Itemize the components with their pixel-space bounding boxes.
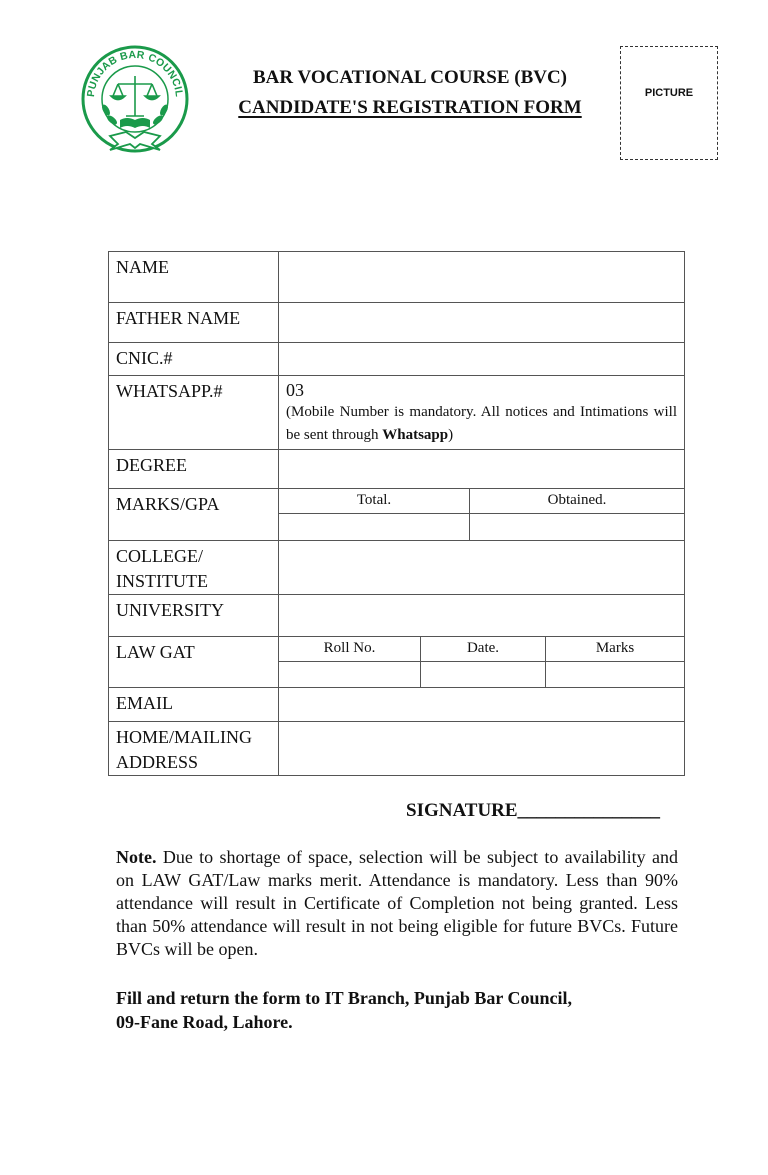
college-label-line1: COLLEGE/ xyxy=(116,546,203,566)
row-email xyxy=(109,688,685,722)
return-instruction xyxy=(116,986,678,1034)
picture-box[interactable] xyxy=(620,46,718,160)
punjab-bar-council-logo xyxy=(80,44,190,154)
row-degree xyxy=(109,450,685,489)
whatsapp-note xyxy=(279,401,684,449)
marks-cell xyxy=(279,489,685,541)
marks-total-header: Total. xyxy=(279,489,470,513)
row-college xyxy=(109,541,685,595)
gat-date-field[interactable] xyxy=(421,661,546,687)
father-name-field[interactable] xyxy=(279,303,685,343)
whatsapp-note-text: (Mobile Number is mandatory. All notices and Intimations will be sent through xyxy=(286,404,677,443)
gat-roll-field[interactable] xyxy=(279,661,421,687)
name-field[interactable] xyxy=(279,252,685,303)
marks-obtained-field[interactable] xyxy=(470,513,685,540)
college-field[interactable] xyxy=(279,541,685,595)
form-title xyxy=(200,63,620,123)
row-university xyxy=(109,595,685,637)
name-label: NAME xyxy=(109,252,279,303)
address-label xyxy=(109,722,279,776)
email-label: EMAIL xyxy=(109,688,279,722)
note-label: Note. xyxy=(116,847,157,867)
degree-field[interactable] xyxy=(279,450,685,489)
whatsapp-prefix-value: 03 xyxy=(286,380,304,400)
marks-obtained-header: Obtained. xyxy=(470,489,685,513)
gat-date-header: Date. xyxy=(421,637,546,661)
father-name-label: FATHER NAME xyxy=(109,303,279,343)
whatsapp-label: WHATSAPP.# xyxy=(109,376,279,450)
cnic-field[interactable] xyxy=(279,343,685,376)
email-field[interactable] xyxy=(279,688,685,722)
address-field[interactable] xyxy=(279,722,685,776)
cnic-label: CNIC.# xyxy=(109,343,279,376)
college-label xyxy=(109,541,279,595)
whatsapp-note-end: ) xyxy=(448,427,454,443)
return-line2: 09-Fane Road, Lahore. xyxy=(116,1012,293,1032)
row-address xyxy=(109,722,685,776)
note-text: Due to shortage of space, selection will be subject to availability and on LAW GAT/Law marks merit. Attendance is mandatory. Less than 90% attendance will result in Certificate of Completion not being granted. Less than 50% attendance will result in not being eligible for future BVCs. Future BVCs will be open. xyxy=(116,847,678,959)
gat-marks-header: Marks xyxy=(546,637,685,661)
registration-table xyxy=(108,251,685,776)
row-whatsapp xyxy=(109,376,685,450)
picture-label: PICTURE xyxy=(644,87,694,99)
college-label-line2: INSTITUTE xyxy=(116,571,208,591)
note-paragraph xyxy=(116,846,678,961)
law-gat-label: LAW GAT xyxy=(109,637,279,688)
return-line1: Fill and return the form to IT Branch, Punjab Bar Council, xyxy=(116,988,573,1008)
degree-label: DEGREE xyxy=(109,450,279,489)
marks-label: MARKS/GPA xyxy=(109,489,279,541)
row-father-name xyxy=(109,303,685,343)
row-cnic xyxy=(109,343,685,376)
row-name xyxy=(109,252,685,303)
university-label: UNIVERSITY xyxy=(109,595,279,637)
whatsapp-note-bold: Whatsapp xyxy=(382,427,449,443)
marks-total-field[interactable] xyxy=(279,513,470,540)
signature-line[interactable]: SIGNATURE_______________ xyxy=(406,800,661,821)
row-law-gat xyxy=(109,637,685,688)
row-marks xyxy=(109,489,685,541)
title-line-course: BAR VOCATIONAL COURSE (BVC) xyxy=(252,67,568,88)
marks-subtable xyxy=(279,489,684,540)
university-field[interactable] xyxy=(279,595,685,637)
gat-roll-header: Roll No. xyxy=(279,637,421,661)
logo-text: PUNJAB BAR COUNCIL xyxy=(84,48,186,98)
law-gat-subtable xyxy=(279,637,684,687)
address-label-line2: ADDRESS xyxy=(116,752,199,772)
title-line-registration: CANDIDATE'S REGISTRATION FORM xyxy=(238,97,582,118)
whatsapp-field[interactable] xyxy=(279,376,685,450)
address-label-line1: HOME/MAILING xyxy=(116,727,252,747)
law-gat-cell xyxy=(279,637,685,688)
gat-marks-field[interactable] xyxy=(546,661,685,687)
